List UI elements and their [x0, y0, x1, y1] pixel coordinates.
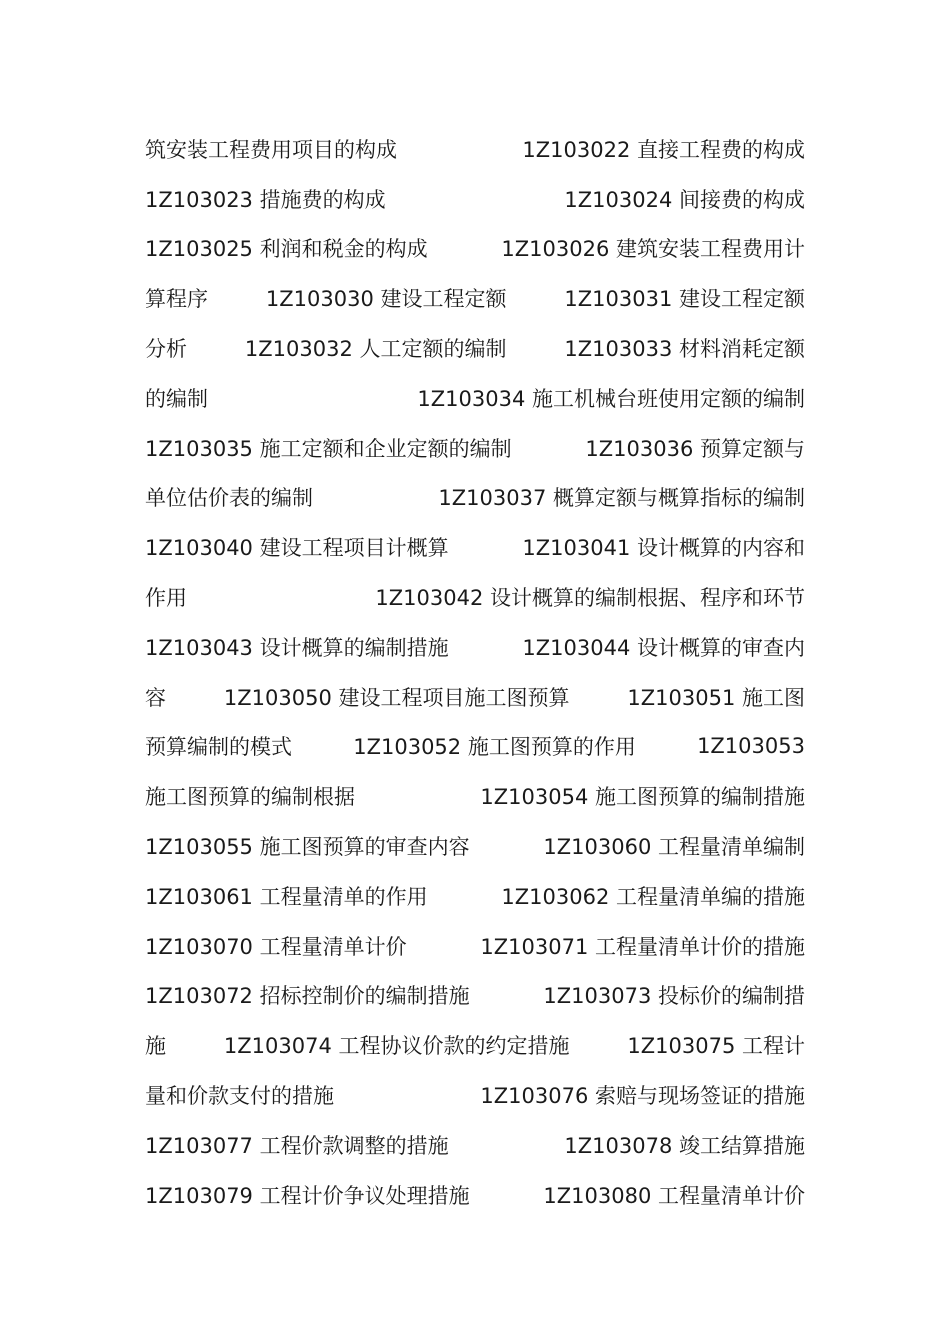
text-segment: 1Z103024 间接费的构成	[564, 187, 805, 212]
text-line	[145, 771, 805, 821]
text-segment: 1Z103075 工程计	[627, 1034, 805, 1059]
text-segment: 1Z103055 施工图预算的审查内容	[145, 835, 470, 860]
text-line	[145, 722, 805, 772]
text-line	[145, 622, 805, 672]
text-segment: 1Z103074 工程协议价款的约定措施	[223, 1034, 570, 1059]
document-body	[145, 124, 805, 1220]
text-segment: 1Z103022 直接工程费的构成	[522, 137, 805, 162]
text-line	[145, 373, 805, 423]
text-segment: 1Z103052 施工图预算的作用	[353, 735, 636, 760]
text-segment: 1Z103041 设计概算的内容和	[522, 536, 805, 561]
text-line	[145, 1120, 805, 1170]
text-segment: 1Z103062 工程量清单编的措施	[501, 884, 805, 909]
text-line	[145, 124, 805, 174]
text-line	[145, 672, 805, 722]
text-line	[145, 224, 805, 274]
text-line	[145, 821, 805, 871]
text-segment: 量和价款支付的措施	[145, 1084, 334, 1109]
text-segment: 1Z103073 投标价的编制措	[543, 984, 805, 1009]
text-segment: 1Z103079 工程计价争议处理措施	[145, 1183, 470, 1208]
text-segment: 筑安装工程费用项目的构成	[145, 137, 397, 162]
text-line	[145, 921, 805, 971]
text-segment: 1Z103070 工程量清单计价	[145, 934, 407, 959]
text-line	[145, 273, 805, 323]
text-segment: 1Z103043 设计概算的编制措施	[145, 635, 449, 660]
text-segment: 1Z103031 建设工程定额	[564, 287, 805, 312]
text-line	[145, 522, 805, 572]
text-line	[145, 871, 805, 921]
text-line	[145, 473, 805, 523]
text-segment: 单位估价表的编制	[145, 486, 313, 511]
text-segment: 1Z103035 施工定额和企业定额的编制	[145, 436, 512, 461]
text-segment: 1Z103034 施工机械台班使用定额的编制	[417, 386, 805, 411]
text-line	[145, 1070, 805, 1120]
text-segment: 作用	[145, 586, 187, 611]
text-segment: 施工图预算的编制根据	[145, 785, 355, 810]
text-segment: 的编制	[145, 386, 208, 411]
text-segment: 预算编制的模式	[145, 735, 292, 760]
text-segment: 施	[145, 1034, 166, 1059]
text-line	[145, 323, 805, 373]
text-segment: 1Z103023 措施费的构成	[145, 187, 386, 212]
text-segment: 1Z103032 人工定额的编制	[244, 337, 507, 362]
text-segment: 1Z103054 施工图预算的编制措施	[480, 785, 805, 810]
text-segment: 1Z103072 招标控制价的编制措施	[145, 984, 470, 1009]
text-segment: 1Z103040 建设工程项目计概算	[145, 536, 449, 561]
text-line	[145, 1020, 805, 1070]
text-segment: 1Z103053	[697, 734, 805, 759]
text-segment: 1Z103078 竣工结算措施	[564, 1133, 805, 1158]
text-line	[145, 971, 805, 1021]
text-line	[145, 1170, 805, 1220]
text-segment: 1Z103025 利润和税金的构成	[145, 237, 428, 262]
text-segment: 1Z103051 施工图	[627, 685, 805, 710]
text-segment: 1Z103042 设计概算的编制根据、程序和环节	[375, 586, 805, 611]
text-line	[145, 572, 805, 622]
text-segment: 1Z103050 建设工程项目施工图预算	[223, 685, 570, 710]
text-segment: 1Z103061 工程量清单的作用	[145, 884, 428, 909]
text-segment: 1Z103076 索赔与现场签证的措施	[480, 1084, 805, 1109]
text-segment: 算程序	[145, 287, 208, 312]
text-segment: 1Z103060 工程量清单编制	[543, 835, 805, 860]
text-segment: 1Z103077 工程价款调整的措施	[145, 1133, 449, 1158]
text-segment: 1Z103080 工程量清单计价	[543, 1183, 805, 1208]
text-segment: 1Z103036 预算定额与	[585, 436, 805, 461]
text-line	[145, 174, 805, 224]
text-segment: 1Z103071 工程量清单计价的措施	[480, 934, 805, 959]
text-segment: 1Z103033 材料消耗定额	[564, 337, 805, 362]
text-segment: 1Z103044 设计概算的审查内	[522, 635, 805, 660]
text-segment: 容	[145, 685, 166, 710]
text-segment: 1Z103026 建筑安装工程费用计	[501, 237, 805, 262]
text-segment: 1Z103030 建设工程定额	[265, 287, 507, 312]
text-segment: 分析	[145, 337, 187, 362]
text-line	[145, 423, 805, 473]
text-segment: 1Z103037 概算定额与概算指标的编制	[438, 486, 805, 511]
